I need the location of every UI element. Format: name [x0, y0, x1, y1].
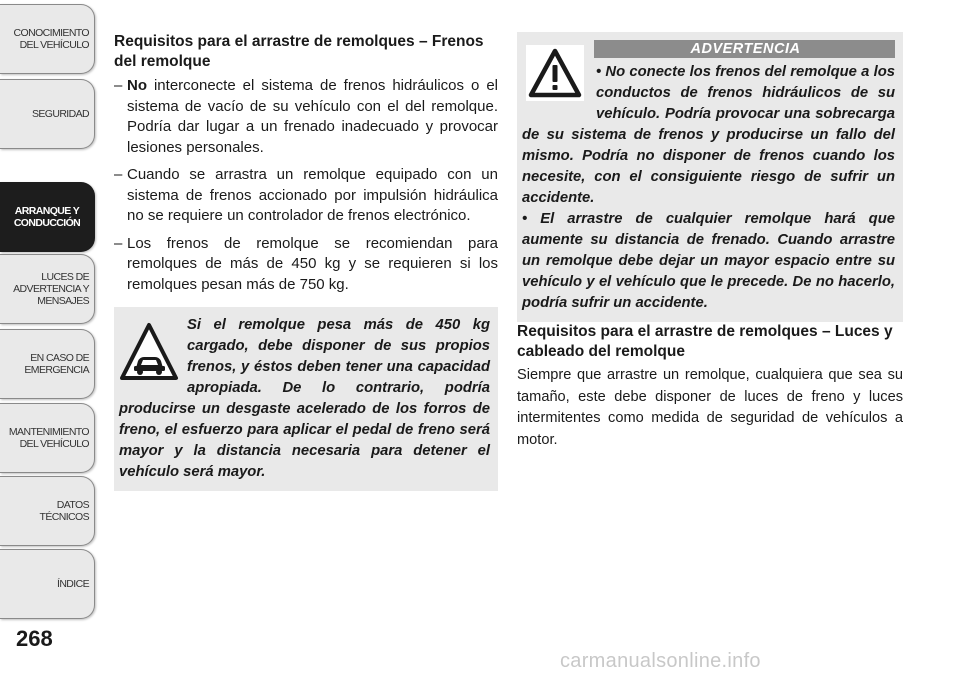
- warning-item: • No conecte los frenos del remolque a los conductos de frenos hidráulicos de su vehículo. Podría provocar una sobrecarga de su sistema de frenos y producirse un fallo del mismo. Podría no disponer de frenos cuando los necesite, con el consiguiente riesgo de sufrir un accidente.: [522, 64, 895, 206]
- warning-box: [517, 32, 903, 322]
- tab-conocimiento[interactable]: CONOCIMIENTO DEL VEHÍCULO: [0, 4, 95, 74]
- tab-arranque[interactable]: ARRANQUE Y CONDUCCIÓN: [0, 182, 95, 252]
- tab-mantenimiento[interactable]: MANTENIMIENTO DEL VEHÍCULO: [0, 403, 95, 473]
- section-heading-brakes: Requisitos para el arrastre de remolques – Frenos del remolque: [114, 33, 484, 70]
- list-item: – Cuando se arrastra un remolque equipado con un sistema de frenos accionado por impulsión hidráulica no se requiere un controlador de frenos electrónico.: [114, 166, 498, 224]
- list-item: – Los frenos de remolque se recomiendan para remolques de más de 450 kg y se requieren si los remolques pesan más de 750 kg.: [114, 234, 498, 293]
- warning-title: ADVERTENCIA: [594, 40, 895, 58]
- tab-emergencia[interactable]: EN CASO DE EMERGENCIA: [0, 329, 95, 399]
- warning-triangle-icon: [524, 42, 586, 104]
- tab-datos[interactable]: DATOS TÉCNICOS: [0, 476, 95, 546]
- left-column: [114, 32, 498, 491]
- warning-item: • El arrastre de cualquier remolque hará que aumente su distancia de frenado. Cuando arrastre un remolque debe dejar un mayor espacio entre su vehículo y el vehículo que le precede. De no hacerlo, podría sufrir un accidente.: [522, 211, 895, 311]
- tab-luces[interactable]: LUCES DE ADVERTENCIA Y MENSAJES: [0, 254, 95, 324]
- page-number: 268: [16, 626, 53, 651]
- tab-indice[interactable]: ÍNDICE: [0, 549, 95, 619]
- watermark: carmanualsonline.info: [560, 650, 761, 672]
- lights-paragraph: Siempre que arrastre un remolque, cualquiera que sea su tamaño, este debe disponer de luces de freno y luces intermitentes como medida de seguridad de vehículos a motor.: [517, 367, 903, 448]
- tab-seguridad[interactable]: SEGURIDAD: [0, 79, 95, 149]
- brakes-list: [114, 76, 498, 295]
- caution-box: Si el remolque pesa más de 450 kg cargado, debe disponer de sus propios frenos, y éstos deben tener una capacidad apropiada. De lo contrario, podría producirse un desgaste acelerado de los forros de freno, el esfuerzo para aplicar el pedal de freno será mayor y la distancia necesaria para detener el vehículo será mayor.: [114, 307, 498, 491]
- caution-car-icon: [119, 321, 179, 383]
- section-heading-lights: Requisitos para el arrastre de remolques – Luces y cableado del remolque: [517, 323, 893, 360]
- right-column: [517, 32, 903, 451]
- list-item: – No interconecte el sistema de frenos hidráulicos o el sistema de vacío de su vehículo con el del remolque. Podría dar lugar a un frenado inadecuado y provocar lesiones personales.: [114, 77, 498, 156]
